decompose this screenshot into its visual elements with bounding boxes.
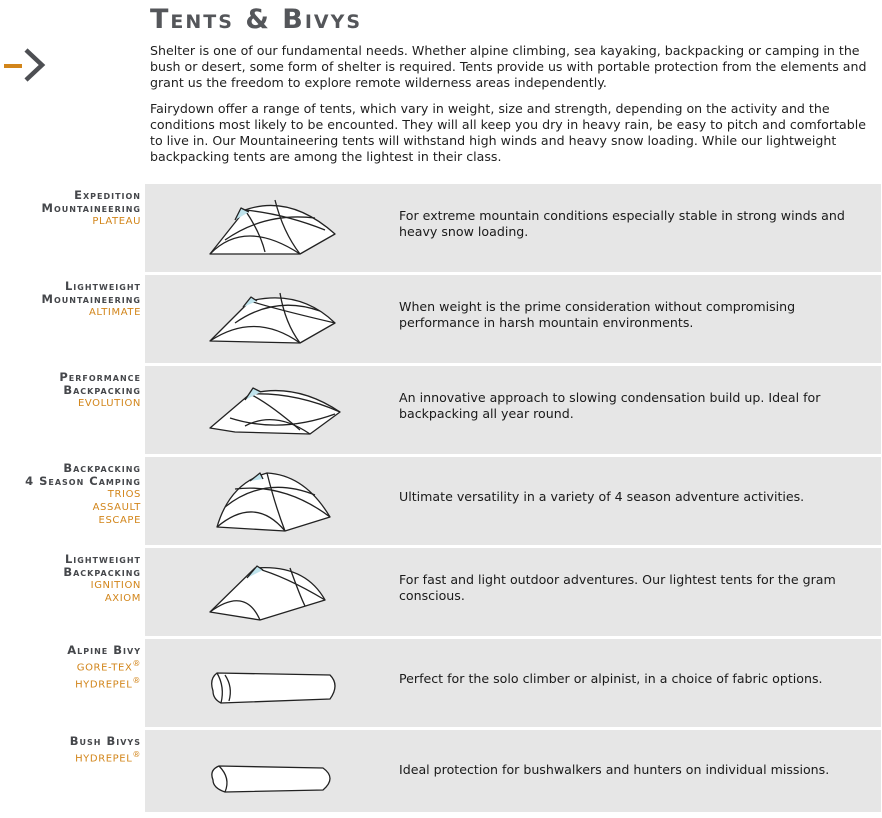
category-description: When weight is the prime consideration without compromising performance in harsh mountain environments. [399,299,796,330]
model-name[interactable]: EVOLUTION [77,398,141,409]
tent-icon [205,374,345,444]
category-line: Performance [59,370,141,384]
category-label [67,644,141,692]
category-line: Mountaineering [41,201,141,215]
model-name[interactable]: PLATEAU [92,216,141,227]
bivy-bag-icon [205,647,345,717]
intro-paragraph: Fairydown offer a range of tents, which vary in weight, size and strength, depending on the activity and the conditions most likely to be encounted. They will all keep you dry in heavy rain, be easy to pitch and comfortable to live in. Our Mountaineering tents will withstand high winds and heavy snow loading. While our lightweight backpacking tents are among the lightest in their class. [150,101,866,164]
category-label [42,280,141,319]
category-line: Alpine Bivy [67,643,141,657]
category-label [25,462,141,527]
arrow-right-icon [2,44,46,86]
tent-icon [205,283,345,353]
tent-row-lightweight-backpacking [0,548,882,636]
category-line: Lightweight [64,279,141,293]
intro-paragraph: Shelter is one of our fundamental needs. Whether alpine climbing, sea kayaking, backpacking or camping in the bush or desert, some form of shelter is required. Tents provide us with portable protection from the elements and grant us the freedom to explore remote wilderness areas independently. [150,43,867,90]
category-description: Ultimate versatility in a variety of 4 season adventure activities. [399,489,805,504]
category-line: Lightweight [64,552,141,566]
model-name[interactable]: HYDREPEL® [75,750,141,765]
model-name[interactable]: ASSAULT [92,502,141,513]
bivy-row-alpine [0,639,882,727]
category-label [42,189,141,228]
tent-row-lightweight-mountaineering [0,275,882,363]
bivy-bag-icon [205,738,345,808]
bivy-row-bush [0,730,882,818]
category-description: For fast and light outdoor adventures. Our lightest tents for the gram conscious. [399,572,836,603]
category-line: Expedition [74,188,141,202]
model-name[interactable]: HYDREPEL® [75,676,141,691]
model-name[interactable]: ALTIMATE [88,307,141,318]
model-name[interactable]: IGNITION [90,580,141,591]
category-line: Backpacking [63,461,141,475]
tent-row-4-season-camping [0,457,882,545]
model-name[interactable]: AXIOM [104,593,141,604]
tent-icon [205,556,345,626]
category-description: For extreme mountain conditions especially stable in strong winds and heavy snow loading. [399,208,845,239]
category-line: Mountaineering [41,292,141,306]
tent-row-expedition [0,184,882,272]
model-name[interactable]: TRIOS [107,489,141,500]
tent-icon [205,465,345,535]
category-description: An innovative approach to slowing condensation build up. Ideal for backpacking all year round. [399,390,821,421]
tent-icon [205,192,345,262]
category-label [70,735,141,765]
category-line: Bush Bivys [69,734,141,748]
tent-row-performance-backpacking [0,366,882,454]
intro-text [150,43,878,175]
page-title: Tents & Bivys [150,4,363,35]
category-line: Backpacking [63,383,141,397]
category-description: Ideal protection for bushwalkers and hunters on individual missions. [399,762,830,777]
category-description: Perfect for the solo climber or alpinist, in a choice of fabric options. [399,671,823,686]
category-label [63,553,141,605]
category-label [59,371,141,410]
model-name[interactable]: GORE-TEX® [76,659,141,674]
model-name[interactable]: ESCAPE [98,515,141,526]
category-line: Backpacking [63,565,141,579]
category-line: 4 Season Camping [25,474,141,488]
